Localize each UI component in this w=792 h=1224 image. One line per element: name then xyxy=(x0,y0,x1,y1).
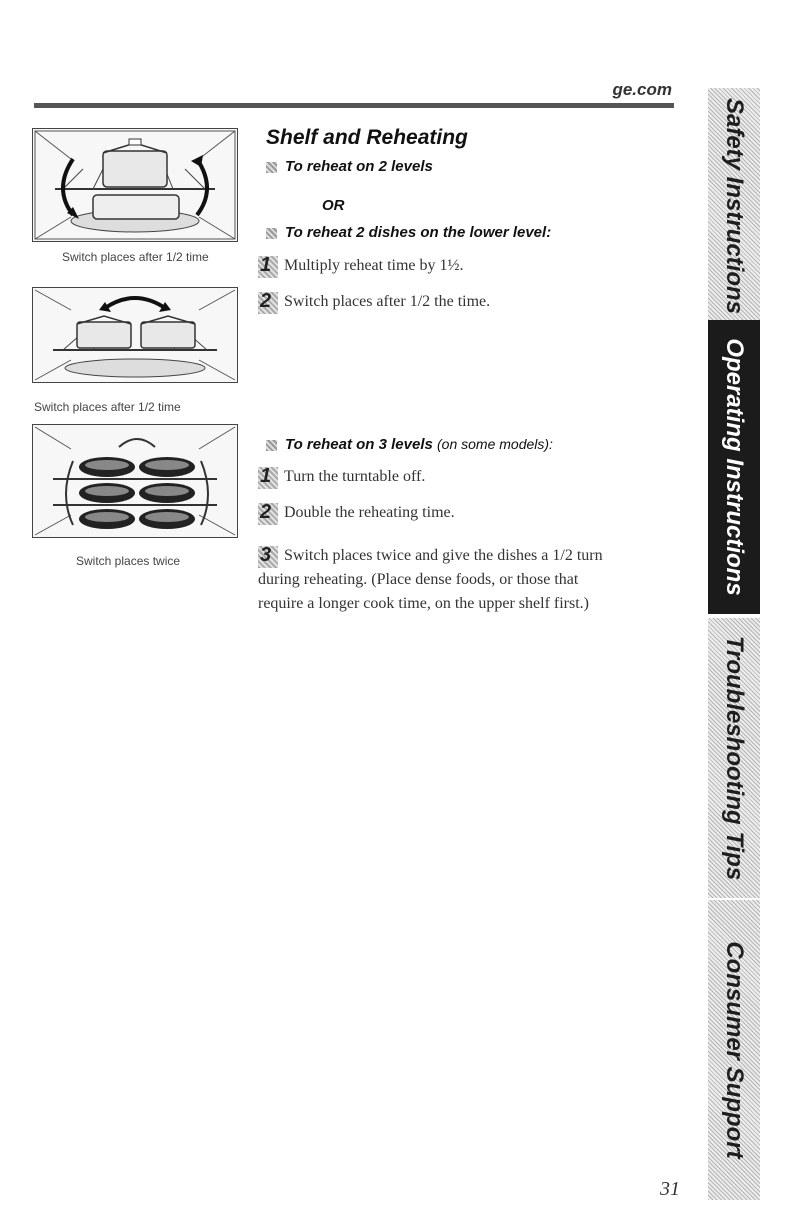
figure-caption: Switch places after 1/2 time xyxy=(62,250,209,264)
step-item: 2 Double the reheating time. xyxy=(260,501,455,523)
step-number-badge: 2 xyxy=(258,503,278,525)
step-item: 1 Turn the turntable off. xyxy=(260,465,426,487)
bullet-icon xyxy=(266,440,277,451)
header-rule xyxy=(34,103,674,108)
section-tab-bar xyxy=(708,88,760,1200)
step-number-badge: 3 xyxy=(258,546,278,568)
tab-safety-instructions[interactable]: Safety Instructions xyxy=(708,88,760,324)
bullet-icon xyxy=(266,228,277,239)
step-number-badge: 2 xyxy=(258,292,278,314)
step-number-badge: 1 xyxy=(258,467,278,489)
page-number: 31 xyxy=(660,1178,680,1200)
illustration-two-levels xyxy=(32,128,238,242)
site-url: ge.com xyxy=(612,80,672,99)
subheading-two-levels: To reheat on 2 levels xyxy=(266,158,433,175)
step-item: 3 Switch places twice and give the dishes a 1/2 turn during reheating. (Place dense foods, or those that require a longer cook time, on the upper shelf first.) xyxy=(258,544,603,612)
or-label: OR xyxy=(322,197,345,214)
step-number-badge: 1 xyxy=(258,256,278,278)
section-title: Shelf and Reheating xyxy=(266,126,468,149)
illustration-lower-level xyxy=(32,287,238,383)
models-note: (on some models): xyxy=(437,436,553,452)
tab-operating-instructions[interactable]: Operating Instructions xyxy=(708,320,760,614)
figure-caption: Switch places twice xyxy=(76,554,181,568)
bullet-icon xyxy=(266,162,277,173)
tab-consumer-support[interactable]: Consumer Support xyxy=(708,900,760,1200)
subheading-three-levels: To reheat on 3 levels (on some models): xyxy=(266,436,553,453)
subheading-lower-level: To reheat 2 dishes on the lower level: xyxy=(266,224,551,241)
illustration-three-levels xyxy=(32,424,238,538)
tab-troubleshooting-tips[interactable]: Troubleshooting Tips xyxy=(708,618,760,898)
step-item: 1 Multiply reheat time by 1½. xyxy=(260,254,464,276)
figure-caption: Switch places after 1/2 time xyxy=(34,400,181,414)
step-item: 2 Switch places after 1/2 the time. xyxy=(260,290,491,312)
